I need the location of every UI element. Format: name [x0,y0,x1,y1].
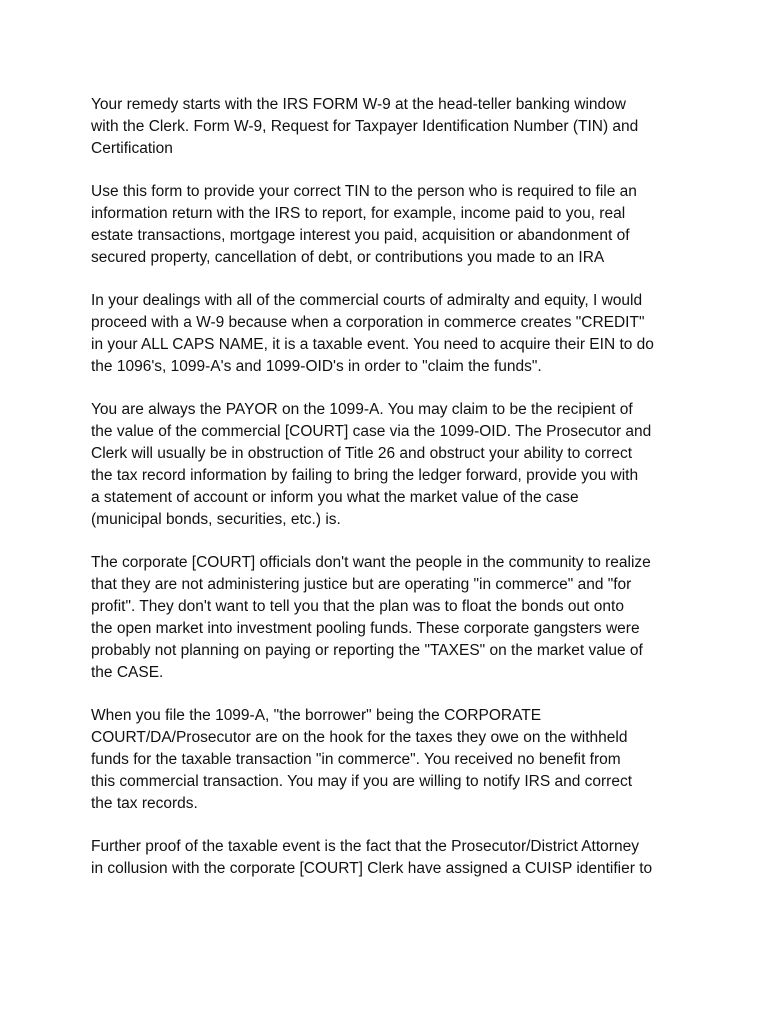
text-line: that they are not administering justice but are operating "in commerce" and "for [91,576,632,593]
text-line: Clerk will usually be in obstruction of Title 26 and obstruct your ability to correct [91,445,633,462]
text-line: When you file the 1099-A, "the borrower" being the CORPORATE [91,707,542,724]
text-line: In your dealings with all of the commercial courts of admiralty and equity, I would [91,292,643,309]
text-line: a statement of account or inform you what the market value of the case [91,489,579,506]
text-line: The corporate [COURT] officials don't want the people in the community to realize [91,554,651,571]
paragraph-commercial-courts [91,290,691,378]
text-line: the 1096's, 1099-A's and 1099-OID's in order to "claim the funds". [91,358,542,375]
document-page [91,94,691,901]
text-line: Further proof of the taxable event is the fact that the Prosecutor/District Attorney [91,838,639,855]
text-line: secured property, cancellation of debt, or contributions you made to an IRA [91,249,605,266]
paragraph-payor-1099a [91,399,691,531]
text-line: profit". They don't want to tell you that the plan was to float the bonds out onto [91,598,624,615]
paragraph-court-officials [91,552,691,684]
text-line: the open market into investment pooling funds. These corporate gangsters were [91,620,640,637]
text-line: COURT/DA/Prosecutor are on the hook for the taxes they owe on the withheld [91,729,628,746]
text-line: You are always the PAYOR on the 1099-A. You may claim to be the recipient of [91,401,633,418]
text-line: this commercial transaction. You may if you are willing to notify IRS and correct [91,773,633,790]
text-line: the value of the commercial [COURT] case via the 1099-OID. The Prosecutor and [91,423,652,440]
paragraph-borrower [91,705,691,815]
text-line: funds for the taxable transaction "in commerce". You received no benefit from [91,751,621,768]
text-line: (municipal bonds, securities, etc.) is. [91,511,341,528]
text-line: the tax records. [91,795,198,812]
paragraph-w9-remedy [91,94,691,160]
text-line: the CASE. [91,664,164,681]
text-line: Use this form to provide your correct TIN to the person who is required to file an [91,183,637,200]
text-line: in your ALL CAPS NAME, it is a taxable event. You need to acquire their EIN to do [91,336,654,353]
paragraph-further-proof [91,836,691,880]
text-line: the tax record information by failing to bring the ledger forward, provide you with [91,467,639,484]
text-line: in collusion with the corporate [COURT] Clerk have assigned a CUISP identifier to [91,860,653,877]
text-line: Certification [91,140,173,157]
text-line: probably not planning on paying or reporting the "TAXES" on the market value of [91,642,643,659]
text-line: estate transactions, mortgage interest you paid, acquisition or abandonment of [91,227,630,244]
text-line: information return with the IRS to report, for example, income paid to you, real [91,205,626,222]
paragraph-form-usage [91,181,691,269]
text-line: proceed with a W-9 because when a corporation in commerce creates "CREDIT" [91,314,645,331]
text-line: with the Clerk. Form W-9, Request for Taxpayer Identification Number (TIN) and [91,118,639,135]
text-line: Your remedy starts with the IRS FORM W-9 at the head-teller banking window [91,96,626,113]
